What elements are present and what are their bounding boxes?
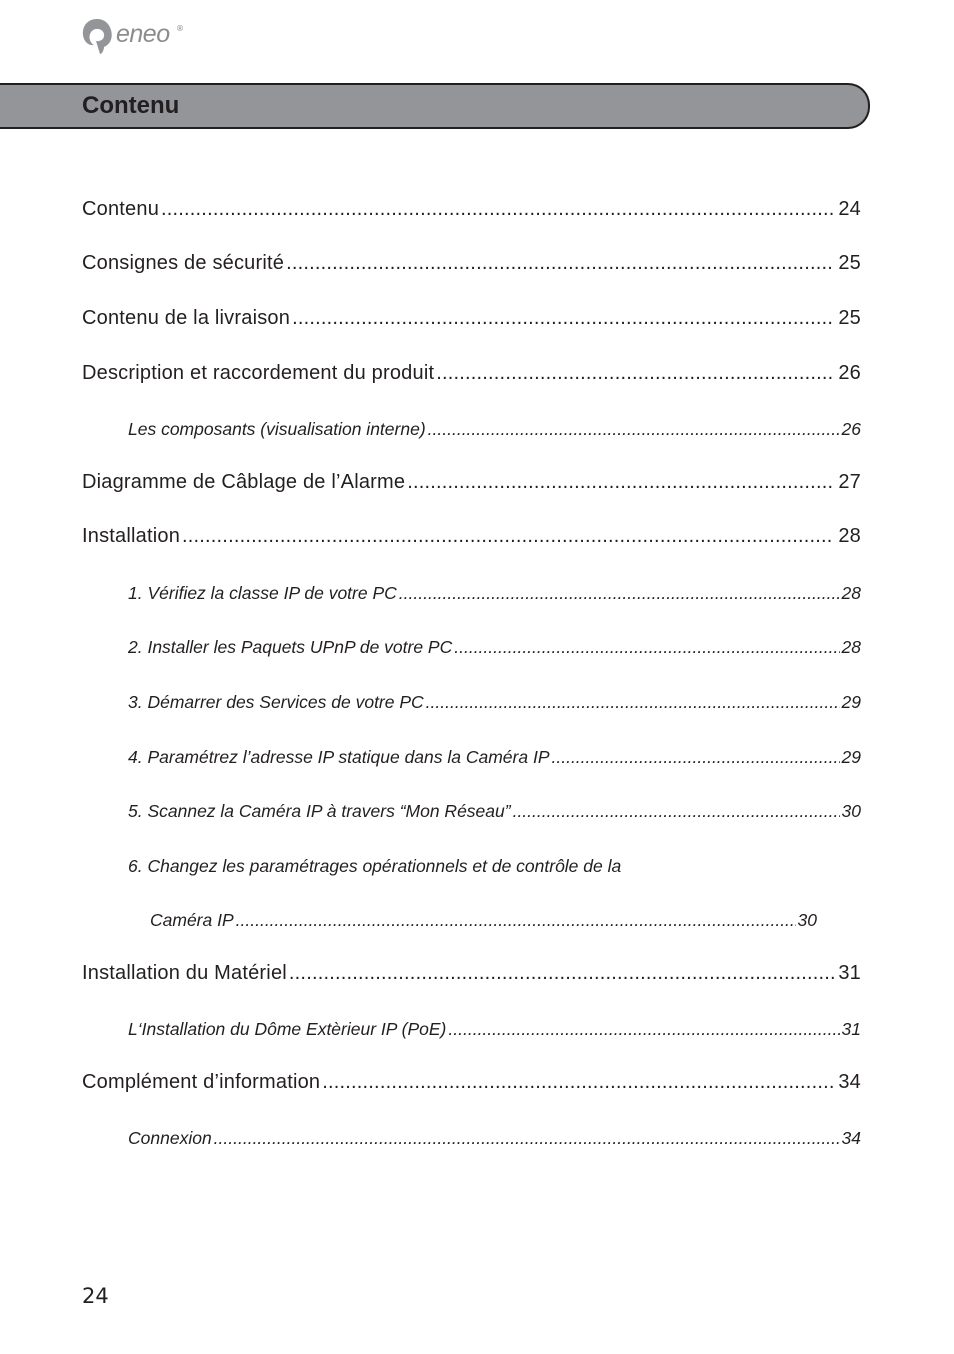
toc-subentry[interactable] [128,856,861,877]
toc-entry-page: 31 [838,962,861,984]
toc-entry-title: Diagramme de Câblage de l’Alarme [82,471,406,493]
toc-entry[interactable] [82,362,861,385]
toc-entry-page: 30 [841,801,861,821]
toc-subentry-continuation[interactable] [150,910,817,931]
toc-entry-page: 25 [838,252,861,274]
page-number: 24 [82,1284,109,1308]
toc-entry-page: 28 [838,525,861,547]
toc-entry-title: 5. Scannez la Caméra IP à travers “Mon Réseau” [128,801,511,821]
toc-leader-dots [289,962,834,985]
toc-entry-title: Description et raccordement du produit [82,362,435,384]
toc-leader-dots [552,747,840,768]
toc-subentry[interactable] [128,747,861,768]
toc-entry-page: 29 [841,692,861,712]
eneo-swirl-icon [80,16,114,58]
toc-entry-page: 31 [841,1019,861,1039]
toc-entry-title: Installation [82,525,181,547]
toc-entry[interactable] [82,1071,861,1094]
toc-leader-dots [236,910,796,931]
toc-leader-dots [454,637,839,658]
toc-subentry[interactable] [128,583,861,604]
toc-entry-title: Consignes de sécurité [82,252,285,274]
toc-entry-page: 34 [841,1128,861,1148]
toc-entry-title: Caméra IP [150,910,234,930]
toc-entry-title: Contenu [82,198,160,220]
logo-wordmark: eneo [116,20,170,48]
toc-leader-dots [214,1128,840,1149]
toc-entry-title: 4. Paramétrez l’adresse IP statique dans la Caméra IP [128,747,550,767]
toc-leader-dots [399,583,840,604]
toc-entry[interactable] [82,471,861,494]
toc-entry-title: Complément d’information [82,1071,321,1093]
toc-leader-dots [322,1071,834,1094]
toc-entry-page: 28 [841,583,861,603]
toc-entry-title: 2. Installer les Paquets UPnP de votre PC [128,637,453,657]
toc-entry-page: 24 [838,198,861,220]
toc-entry-title: 3. Démarrer des Services de votre PC [128,692,424,712]
toc-entry-title: Connexion [128,1128,212,1148]
toc-entry-title: 6. Changez les paramétrages opérationnels et de contrôle de la [128,856,622,876]
toc-leader-dots [407,471,834,494]
toc-entry-title: L‘Installation du Dôme Extèrieur IP (PoE) [128,1019,447,1039]
toc-entry-title: Contenu de la livraison [82,307,291,329]
toc-leader-dots [513,801,840,822]
toc-leader-dots [426,692,840,713]
toc-entry-title: Installation du Matériel [82,962,287,984]
toc-subentry[interactable] [128,419,861,440]
toc-entry[interactable] [82,198,861,221]
toc-entry[interactable] [82,252,861,275]
toc-entry-page: 25 [838,307,861,329]
toc-subentry[interactable] [128,1128,861,1149]
toc-entry[interactable] [82,307,861,330]
toc-entry-page: 26 [838,362,861,384]
logo-registered-mark: ® [176,24,184,33]
toc-leader-dots [292,307,834,330]
toc-subentry[interactable] [128,1019,861,1040]
toc-subentry[interactable] [128,637,861,658]
toc-entry-page: 30 [797,910,817,930]
toc-leader-dots [161,198,834,221]
eneo-logo [80,16,190,58]
toc-entry-page: 29 [841,747,861,767]
toc-entry-page: 34 [838,1071,861,1093]
toc-entry-page: 26 [841,419,861,439]
toc-leader-dots [448,1019,839,1040]
toc-leader-dots [436,362,834,385]
toc-leader-dots [286,252,834,275]
toc-entry[interactable] [82,525,861,548]
toc-entry[interactable] [82,962,861,985]
toc-entry-page: 27 [838,471,861,493]
toc-subentry[interactable] [128,801,861,822]
toc-leader-dots [428,419,840,440]
toc-leader-dots [182,525,834,548]
toc-entry-page: 28 [841,637,861,657]
page-title: Contenu [82,92,180,119]
toc-subentry[interactable] [128,692,861,713]
toc-entry-title: Les composants (visualisation interne) [128,419,426,439]
toc-entry-title: 1. Vérifiez la classe IP de votre PC [128,583,397,603]
